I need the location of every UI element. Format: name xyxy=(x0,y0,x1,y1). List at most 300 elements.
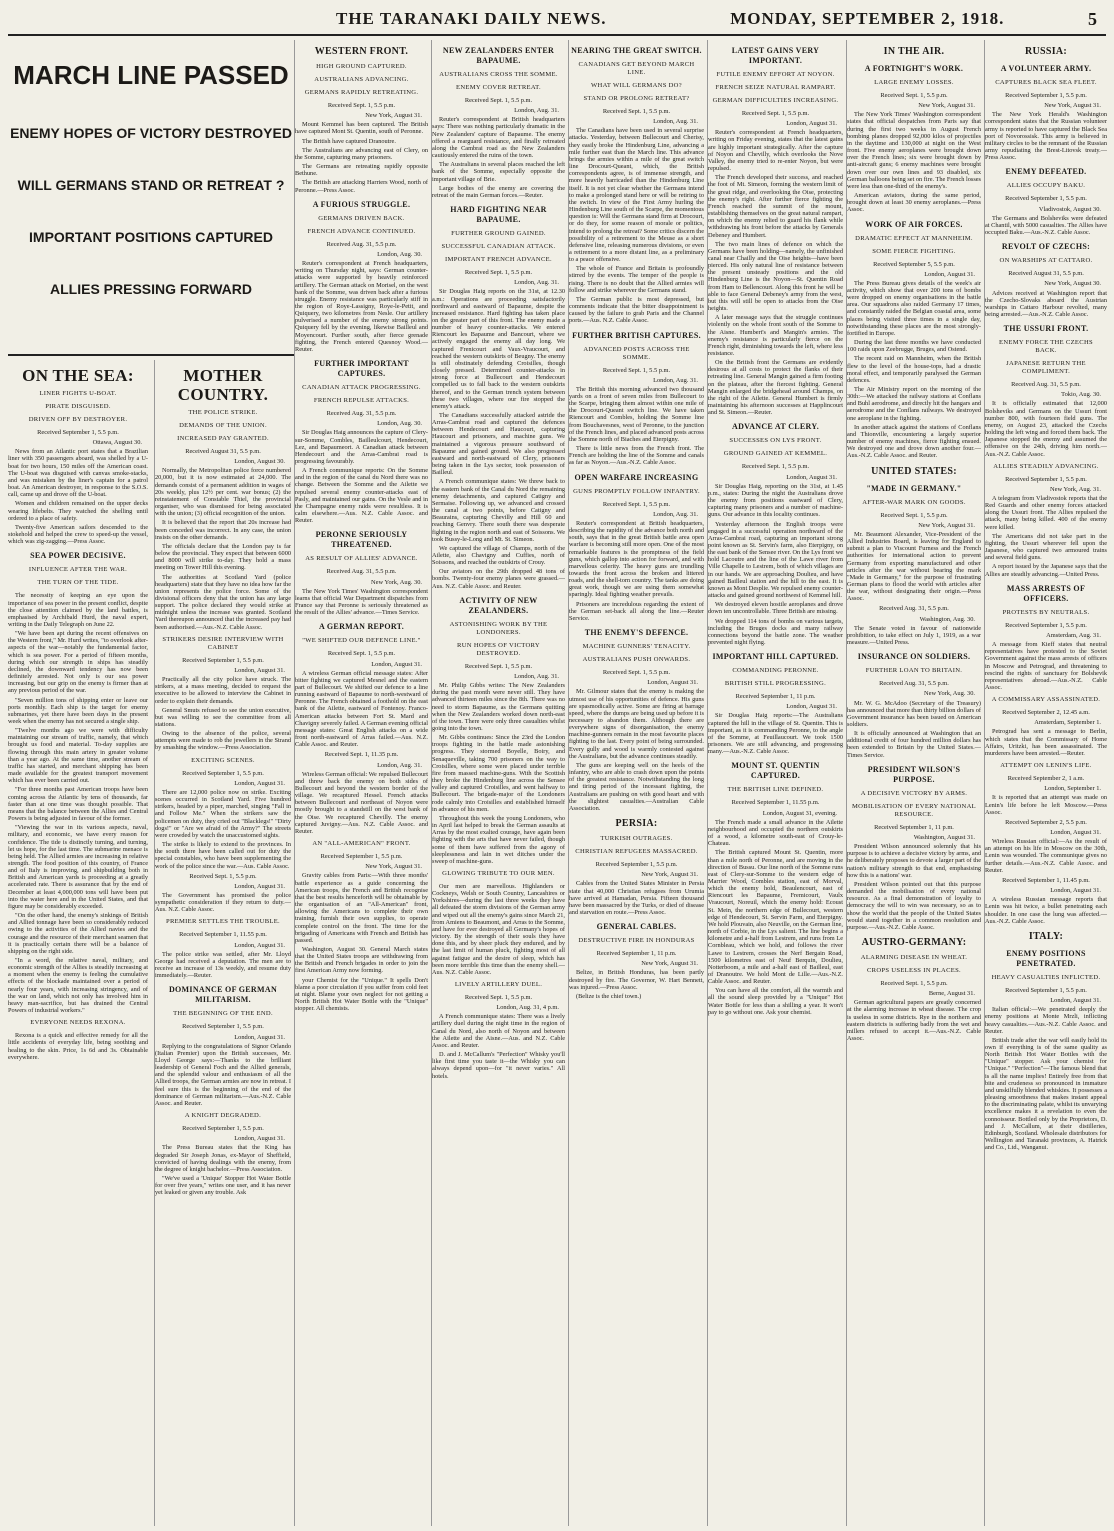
paragraph: Large bodies of the enemy are covering the retreat of the main German forces.—Reuter. xyxy=(432,184,565,199)
subheading: HIGH GROUND CAPTURED. xyxy=(316,63,407,70)
received-line: Received Sept. 1, 5.5 p.m. xyxy=(880,979,948,987)
paragraph: "On the other hand, the enemy's sinkings of British and Allied tonnage have been so considerably reduced owing to the activities of the Allied navies and the courage and the resource of their merchant seamen that it is practically certain there will be a balance of shipping on the right side. xyxy=(8,912,148,955)
article-heading: A FURIOUS STRUGGLE. xyxy=(312,199,411,209)
article-heading: SEA POWER DECISIVE. xyxy=(30,551,126,561)
paragraph: Our men are marvellous. Highlanders or Cockneys, Welsh or South Country, Lancashires or Yorkshires—during the last three weeks they have all defeated the storm divisions of the German army and wiped out all the enemy's gains since March 21, from Amiens to Beaumont, and Arras to the Somme, and have for ever destroyed all Germany's hopes of victory. By the strength of their souls they have done this, and by sheer pluck they endured, and by the last limit of human pluck, fighting most of all against fatigue and the desire of sleep, which has been more terrible this time than the enemy shell.—Aus. N.Z. Cable Assoc. xyxy=(432,882,565,976)
paragraph: News from an Atlantic port states that a Brazilian liner with 350 passengers aboard, was shelled by a U-boat for two hours, 150 miles off the American coast. The U-boat was disguised with canvas smoke-stacks, and was mistaken by the liner's captain for a patrol boat. An American destroyer, in response to the S.O.S. call, came up and drove off the U-boat. xyxy=(8,448,148,499)
subheading: INCREASED PAY GRANTED. xyxy=(177,435,269,442)
received-line: Received Sept. 1, 5.5 p.m. xyxy=(464,994,533,1001)
article-heading: ENEMY POSITIONS PENETRATED. xyxy=(1006,948,1086,968)
subheading: AUSTRALIANS ADVANCING. xyxy=(314,76,409,83)
dateline-place: New York, August 31. xyxy=(365,863,422,871)
section-heading: ITALY: xyxy=(1028,930,1064,942)
received-line: Received September 1, 5.5 p.m. xyxy=(1005,475,1087,483)
subheading: GROUND GAINED AT KEMMEL. xyxy=(723,450,828,458)
dateline-place: New York, August 31. xyxy=(918,521,975,529)
paragraph: It is believed that the report that 20s increase had been conceded was incorrect. In any case, the union insists on the other demands. xyxy=(155,519,291,541)
article-heading: ENEMY DEFEATED. xyxy=(1005,167,1087,177)
paragraph: The Government has promised the police sympathetic consideration if they return to duty.—Aus. N.Z. Cable Assoc. xyxy=(155,891,291,914)
article-heading: ACTIVITY OF NEW ZEALANDERS. xyxy=(459,595,538,615)
paragraph: In another attack against the stations of Conflans and Thionville, encountering a largely superior number of enemy machines, fierce fighting ensued. We destroyed one and drove down another four.—Aus.-N.Z. Cable Assoc. and Reuter. xyxy=(847,423,981,460)
paragraph: The recent raid on Mannheim, when the British flew to the level of the house-tops, had a drastic moral effect, and temporarily paralysed the German defences. xyxy=(847,355,981,384)
article-heading: A FORTNIGHT'S WORK. xyxy=(864,64,964,73)
received-line: Received September 2, 1 a.m. xyxy=(1007,775,1085,783)
received-line: Received Sept. 1, 11.35 p.m. xyxy=(324,751,399,759)
subheading: PIRATE DISGUISED. xyxy=(45,403,111,410)
paragraph: The necessity of keeping an eye upon the importance of sea power in the present conflict, despite the close attention claimed by the land battles, is emphasised by Archibald Hurd, the naval expert, writing in the Daily Telegraph on June 22. xyxy=(8,592,148,628)
dateline-place: London, Aug. 31. xyxy=(377,761,422,769)
received-line: Received Aug. 31, 5.5 p.m. xyxy=(326,568,397,576)
paragraph: Mr. Gibbs continues: Since the 23rd the London troops fighting in the battle made astonishing progress. They stormed Boyelle, Boiry, and Senaqueville, taking 700 prisoners on the way to Croisilles, where some were placed under terrible fire from massed machine-guns. With the Scottish they broke the Hindenburg line across the Sensee valley and captured Croisilles, and went halfway to Bullecourt. The brigade-major of the Londoners rode calmly into Croisilles and established himself in advance of his men. xyxy=(432,734,565,813)
dateline-place: London, August 31. xyxy=(234,779,285,787)
dateline-place: London, Aug. 30. xyxy=(377,420,422,428)
subheading: GERMANS DRIVEN BACK. xyxy=(318,214,405,222)
paragraph: The Press Bureau states that the King has degraded Sir Joseph Jonas, ex-Mayor of Sheffield, convicted of having dealings with the enemy, from the degree of knight bachelor.—Press Association. xyxy=(155,1144,291,1173)
section-heading: IN THE AIR. xyxy=(883,46,945,57)
subheading: ASTONISHING WORK BY THE LONDONERS. xyxy=(449,620,548,636)
received-line: Received September 1, 5.5 p.m. xyxy=(595,861,678,869)
column-1 xyxy=(8,360,148,1526)
paragraph: Women and children remained on the upper decks wearing lifebelts. They watched the shelling until ordered to a place of safety. xyxy=(8,500,148,522)
received-line: Received Sept. 1, 5.5 p.m. xyxy=(327,650,396,658)
article-heading: PRESIDENT WILSON'S PURPOSE. xyxy=(867,764,961,784)
received-line: Received September 1, 5.5 p.m. xyxy=(182,1125,264,1133)
subheading: STRIKERS DESIRE INTERVIEW WITH CABINET xyxy=(162,635,284,651)
subheading: AS RESULT OF ALLIES' ADVANCE. xyxy=(305,555,418,563)
subheading: FURTHER GROUND GAINED. xyxy=(451,230,546,238)
paragraph: Wireless Russian official:—As the result of an attempt on his life in Moscow on the 30th, Lenin was wounded. The communique gives no further details.—Aus.-N.Z. Cable Assoc. and Reuter. xyxy=(985,838,1107,874)
paragraph: The Air Ministry report on the morning of the 30th:—We attacked the railway stations at Conflans and Buhl aerodrome, and directly hit the hangars and aerodrome and the Conflans railways. We destroyed one aeroplane in the fighting. xyxy=(847,386,981,422)
subheading: A KNIGHT DEGRADED. xyxy=(184,1112,262,1120)
dateline-place: London, September 1. xyxy=(1044,785,1101,793)
received-line: Received September 1, 5.5 p.m. xyxy=(320,853,403,861)
section-heading: AUSTRO-GERMANY: xyxy=(861,936,967,948)
subheading: DRAMATIC EFFECT AT MANNHEIM. xyxy=(855,234,973,242)
subheading: JAPANESE RETURN THE COMPLIMENT. xyxy=(1006,360,1086,376)
paragraph: "Twelve months ago we were with difficulty maintaining our stream of traffic, namely, that which brought us food and material. To-day supplies are flowing through this main artery in greater volume than a year ago. At the same time, another stream of traffic has started, and merchant shipping has been made available for the greatest transport movement which has ever been carried out. xyxy=(8,727,148,785)
article-heading: OPEN WARFARE INCREASING xyxy=(574,472,699,482)
subheading: GUNS PROMPTLY FOLLOW INFANTRY. xyxy=(573,487,700,495)
paragraph: Reuter's correspondent at French headquarters, writing on Thursday night, says: German counter-attacks were supported by heavily reinforced artillery. The German attack on Morisel, on the west bank of the Somme, was driven back after a furious struggle. Enemy resistance was particularly stiff in the region of Roye-Lassigny, Roye-le-Petit, and Quiquery, two kilometres from Nesle. Our artillery pulverised a number of the enemy strong points. Quiquery fell by the evening, likewise Bailleul and Moyencourt. Further south, after fierce grenade fighting, the French entered Quesnoy Wood.—Reuter. xyxy=(295,260,428,353)
paragraph: Reuter's correspondent at British headquarters, describing the rapidity of the advance both north and south, says that in the great British battle area open warfare is becoming still more open. One of the most remarkable features is the promptness of the field guns, which gallop into action for forward, and with marvellous celerity. The heavy guns are trundling towards the front across the broken and littered roads, and the shell-torn country. The tanks are doing great work, though we are using them somewhat sparingly. Ideal fighting weather prevails. xyxy=(569,519,704,599)
article-heading: THE USSURI FRONT. xyxy=(1003,324,1089,334)
received-line: Received Sept. 1, 5.5 p.m. xyxy=(880,511,948,519)
paragraph: Sir Douglas Haig reports:—The Australians captured the hill in the village of St. Quentin. This is important, as it is commanding Peronne, to the angle of the Somme, at Feuillaucourt. We took 1500 prisoners. We are still advancing, and progressing many.—Aus.-N.Z. Cable Assoc. xyxy=(708,712,843,756)
dateline-place: New York, Aug. 30. xyxy=(924,690,975,698)
dateline-place: New York, August 31. xyxy=(641,960,698,968)
received-line: Received August 31, 5.5 p.m. xyxy=(1008,270,1084,278)
paragraph: It is officially announced at Washington that an additional credit of four hundred million dollars has been extended to Britain by the United States.—Times Service. xyxy=(847,730,981,759)
paragraph: A French communique reports: On the Somme and in the region of the canal du Nord there was no change. Between the Somme and the Ailette we repulsed several enemy counter-attacks east of Pasly, and maintained our gains. On the Vesle and in the Champagne enemy raids were resultless. It is calm elsewhere.—Aus. N.Z. Cable Assoc. and Reuter. xyxy=(295,467,428,525)
paragraph: A wireless Russian message reports that Lenin was hit twice, a bullet penetrating each shoulder. In one case the lung was affected.—Aus.-N.Z. Cable Assoc. xyxy=(985,896,1107,925)
dateline-place: London, August 31. xyxy=(1050,887,1101,895)
subheading: FUTILE ENEMY EFFORT AT NOYON. xyxy=(716,71,835,78)
article-heading: IMPORTANT HILL CAPTURED. xyxy=(712,652,839,662)
subheading: AFTER-WAR MARK ON GOODS. xyxy=(862,498,966,506)
subheading: ALARMING DISEASE IN WHEAT. xyxy=(860,953,968,961)
dateline-place: New York, August 31. xyxy=(365,112,422,120)
dateline-place: Ottawa, August 30. xyxy=(92,439,142,447)
received-line: Received September 2, 12.45 a.m. xyxy=(1002,709,1090,717)
dateline-place: London, Aug. 31. xyxy=(514,279,559,287)
article-heading: A VOLUNTEER ARMY. xyxy=(1000,64,1092,73)
paragraph: Washington, August 30. General March states that the United States troops are withdrawing from the British and French brigades in order to join the first American Army now forming. xyxy=(295,945,428,975)
paragraph: On the British front the Germans are evidently desirous at all costs to protect the flanks of their retreating line. General Mangin gained a firm footing on the plateau, after the fiercest fighting. General Mangin enlarged the bridgehead around Champs, on the right of the Ailette. General Humbert is firmly maintaining his afternoon successes at Happlincourt and St. Simeon.—Reuter. xyxy=(708,359,843,417)
received-line: Received August 31, 5.5 p.m. xyxy=(185,448,261,455)
dateline-place: Washington, Aug. 30. xyxy=(919,615,975,623)
subheading: PROTESTS BY NEUTRALS. xyxy=(1002,608,1090,616)
received-line: Received Aug. 31, 5.5 p.m. xyxy=(1011,381,1081,389)
subheading: THE TURN OF THE TIDE. xyxy=(37,579,119,587)
dateline-place: London, Aug. 31. xyxy=(514,107,559,115)
subheading: THE BRITISH LINE DEFINED. xyxy=(727,786,824,794)
paragraph: Sir Douglas Haig announces the capture of Clery-sur-Somme, Combles, Bailleulcourt, Hendecourt, Lez, and Bapaumeort. A Canadian attack between Hendecourt and the Arras-Cambrai road is progressing favourably. xyxy=(295,429,428,465)
paragraph: The New York Herald's Washington correspondent states that the Russian volunteer army is reported to have captured the Black Sea port of Novorossisk. This army is believed in military circles to be the remnant of the Russian army repudiating the Brest-Litovsk treaty.—Press Assoc. xyxy=(985,111,1107,162)
subheading: IMPORTANT FRENCH ADVANCE. xyxy=(445,256,552,264)
paragraph: A message from Kieff states that neutral representatives have protested to the Soviet Government against the mass arrests of officers in Moscow and Petrograd, and threatening to rescind the rights of sanctuary for Bolshevik representatives abroad.—Aus.-N.Z. Cable Assoc. xyxy=(985,641,1107,691)
received-line: Received September 1, 5.5 p.m. xyxy=(182,769,264,777)
subheading: AUSTRALIANS CROSS THE SOMME. xyxy=(439,71,558,78)
received-line: Received Aug. 31, 5.5 p.m. xyxy=(879,605,949,613)
received-line: Received Sept. 1, 5.5 p.m. xyxy=(602,669,671,677)
subheading: EXCITING SCENES. xyxy=(191,756,255,764)
dateline-place: London, Aug. 30. xyxy=(377,250,422,258)
subheading: GERMANS RAPIDLY RETREATING. xyxy=(304,89,419,96)
paragraph: Prisoners are incredulous regarding the extent of the German set-back all along the line.—Reuter Service. xyxy=(569,600,704,622)
subheading: CHRISTIAN REFUGEES MASSACRED. xyxy=(575,848,698,856)
received-line: Received September 1, 5.5 p.m. xyxy=(1005,986,1087,994)
paragraph: We destroyed eleven hostile aeroplanes and drove down ten uncontrollable. Three British are missing. xyxy=(708,601,843,616)
received-line: Received September 5, 5.5 p.m. xyxy=(873,260,955,268)
paragraph: German agricultural papers are greatly concerned at the alarming increase in wheat disease. The crop is useless in some districts. Rye in the northern and eastern districts is suffering badly from the wet and millers refused to accept it.—Aus.-N.Z. Cable Assoc. xyxy=(847,999,981,1043)
paragraph: The Americans did not take part in the fighting, the Ussuri wherever fell upon the Japanese, who captured two armoured trains and several field guns. xyxy=(985,532,1107,562)
paragraph: Sir Douglas Haig reports on the 31st, at 12.30 a.m.: Operations are proceeding satisfactorily northward and eastward of Bapaume, despite the increased resistance. Hard fighting has taken place on the greater part of this front. The enemy made a number of heavy counter-attacks. We entered Riencourt les Bapaume and Bancourt, where we actively engaged the enemy all day long. We captured Frenicourt and Vaux-Vraucourt, and reached the western outskirts of Beugny. The enemy is still obstinately defending Croisilles, though closely pressed. Determined counter-attacks in strong force at Bullecourt and Hendecourt compelled us to fall back to the western outskirts thereof, and to the German trench system between these two villages, where our fire stopped the enemy's attack. xyxy=(432,288,565,410)
ad-text: Rexona is a quick and effective remedy for all the little accidents of everyday life, being soothing and healing to the skin. Price, 1s 6d and 3s. Obtainable everywhere. xyxy=(8,1032,148,1061)
ad-text: British trade after the war will easily hold its own if everything is of the same quality as North British Hot Water Bottles with the "Unique" stopper. Ask your chemist for "Unique." "Perfection"—The famous blend that is all the name implies! Entirely free from that bite and crudeness so pronounced in immature and unskilfully blended whiskies. It possesses a pleasing smoothness that makes instant appeal to the discriminating palate, whilst its unvarying excellence makes it a revelation to even the connoisseur. Bottled only by the Proprietors, D. and J. McCallum, at their distilleries, Edinburgh, Scotland. Wholesale distributors for Wellington and Taranaki provinces, A. Hatrick and Co., Ltd., Wanganui. xyxy=(985,1036,1107,1152)
subheading: SOME FIERCE FIGHTING. xyxy=(872,247,956,255)
paragraph: The strike is likely to extend to the provinces. In the south there have been called out for duty the special constables, who have been supplementing the work of the police since the war.—Aus. Cable Assoc. xyxy=(155,841,291,870)
dateline-place: London, August 31. xyxy=(786,120,837,128)
masthead-title: THE TARANAKI DAILY NEWS. xyxy=(336,9,607,28)
dateline-place: New York, August 31. xyxy=(1044,102,1101,110)
paragraph: Mr. Gilmour states that the enemy is making the utmost use of his opportunities of defence. His guns are spasmodically active. Some are firing at barrage speed, where the dumps are being used up before it is necessary to abandon them. Although there are everywhere signs of disorganisation, the enemy machine-gunners remain in the most favourite places fighting to the last. Every point of being surrounded. Every gully and wood is warmly contested against the Australians, but the advance continues steadily. xyxy=(569,688,704,760)
paragraph: It is reported that an attempt was made on Lenin's life before he left Moscow.—Press Assoc. xyxy=(985,794,1107,816)
paragraph: The Canadians have been used in several surprise attacks. Yesterday, between Bullecourt and Cherisy, they easily broke the Hindenburg Line, advancing a mile further east than the March line. This advance brings the armies within a mile of the great switch line Drocourt-Queant, which, the British correspondents agree, is of immense strength, and more heavily barricaded than the Hindenburg Line itself. It is not yet clear whether the Germans intend to make a prolonged stand here or will be retiring to the switch. In view of the First Army hurling the Hindenburg Line south of the Scarpe, the momentous question is: Will the Germans stand firm at Drocourt, or do they, for some reason of morale or politics, intend to prolong the retreat? Some critics discern the possibility of a retirement to the Meuse as a short defensive line, releasing numerous divisions, or even a retirement to a more distant line, as a preliminary to a peace offensive. xyxy=(569,127,704,264)
subheading: LIVELY ARTILLERY DUEL. xyxy=(454,981,543,988)
paragraph: Practically all the city police have struck. The strikers, at a mass meeting, decided to request the executive to be allowed to interview the Cabinet in order to explain their demands. xyxy=(155,676,291,705)
subheading: FRENCH ADVANCE CONTINUED. xyxy=(307,227,416,235)
column-3 xyxy=(294,40,428,1526)
ad-text: (Belize is the chief town.) xyxy=(576,992,642,1000)
dateline-place: London, August 31, evening. xyxy=(762,809,837,817)
dateline-place: London, August 31. xyxy=(647,679,698,687)
paragraph: Italian official:—We penetrated deeply the enemy positions at Monte Mrzli, inflicting heavy casualties.—Aus.-N.Z. Cable Assoc. and Reuter. xyxy=(985,1006,1107,1035)
subheading: INFLUENCE AFTER THE WAR. xyxy=(28,566,128,574)
paragraph: The officials declare that the London pay is far below the provincial. They expect that between 6000 and 8000 will strike to-day. They hold a mass meeting on Tower Hill this evening. xyxy=(155,542,291,572)
subheading: THE BEGINNING OF THE END. xyxy=(173,1010,273,1018)
received-line: Received September 1, 5.5 p.m. xyxy=(182,656,264,664)
dateline-place: London, Aug. 31. xyxy=(653,510,698,518)
article-heading: MOUNT ST. QUENTIN CAPTURED. xyxy=(731,761,820,781)
paragraph: Advices received at Washington report that the Czecho-Slovaks aboard the Austrian warships in Cattaro Harbour revolted, many being arrested.—Aus.-N.Z. Cable Assoc. xyxy=(985,289,1107,318)
paragraph: Mount Kemmel has been captured. The British have captured Mont St. Quentin, south of Peronne. xyxy=(295,121,428,136)
section-heading: LATEST GAINS VERY IMPORTANT. xyxy=(731,46,820,65)
paragraph: There are 12,000 police now on strike. Exciting scenes occurred in Scotland Yard. Five hundred strikers, headed by a piper, marched, singing "Fall in and Follow Me." When the strikers saw the policemen on duty, they cried out "Blacklegs!" "Dirty dogs!" or "Are we afraid of the Army?" The streets were crowded by watch the unaccustomed sights. xyxy=(155,788,291,839)
column-8 xyxy=(984,40,1107,1526)
paragraph: Mr. Beaumont Alexander, Vice-President of the Allied Industries Board, is leaving for England to submit a plan to Viscount Furness and the French authorities for international action to prevent Germany from exporting manufactured and other articles after the war without bearing the mark "Made in Germany," for the purpose of frustrating German plans to flood the world with articles after the war, without designating their origin.—Press Assoc. xyxy=(847,530,981,603)
subheading: LARGE ENEMY LOSSES. xyxy=(874,79,954,86)
subheading: A DECISIVE VICTORY BY ARMS. xyxy=(860,789,968,797)
subheading: MOBILISATION OF EVERY NATIONAL RESOURCE. xyxy=(852,802,976,818)
dateline-place: London, August 31. xyxy=(371,660,422,668)
received-line: Received September 1, 5.5 p.m. xyxy=(182,1023,264,1031)
dateline-place: New York, August 30. xyxy=(1044,280,1101,288)
column-5 xyxy=(568,40,704,1526)
received-line: Received September 1, 11 p.m. xyxy=(596,950,677,958)
paragraph: The Australians are advancing east of Clery, on the Somme, capturing many prisoners. xyxy=(295,146,428,161)
subheading: COMMANDING PERONNE. xyxy=(732,667,819,675)
subheading: CROPS USELESS IN PLACES. xyxy=(866,966,962,974)
subheading: ADVANCED POSTS ACROSS THE SOMME. xyxy=(583,345,690,361)
paragraph: President Wilson announced solemnly that his purpose is to achieve a decisive victory by arms, and he deliberately proposes to devote a larger part of the nation's military strength to that end, emphasising how this is a nations' war. xyxy=(847,843,981,879)
column-2 xyxy=(154,360,291,1526)
banner xyxy=(8,40,294,350)
subheading: ALLIES OCCUPY BAKU. xyxy=(1006,182,1086,190)
dateline-place: New York, August 31. xyxy=(641,871,698,879)
paragraph: Our aviators on the 29th dropped 48 tons of bombs. Twenty-four enemy planes were grassed.—Aus. N.Z. Cable Assoc. and Reuter. xyxy=(432,568,565,590)
article-heading: INSURANCE ON SOLDIERS. xyxy=(857,652,971,662)
dateline-place: London, August 31. xyxy=(234,882,285,890)
received-line: Received Aug. 31, 5.5 p.m. xyxy=(326,240,397,248)
dateline-place: London, Aug. 31. xyxy=(653,376,698,384)
paragraph: Normally, the Metropolitan police force numbered 20,000, but it is now estimated at 24,000. The demands consist of a permanent addition in wages of 20s weekly, plus 12½ per cent. war bonus; (2) the reinstatement of Constable Thiel, the provincial organiser, who was dismissed for being associated with the union; (3) official recognition of the union. xyxy=(155,467,291,518)
article-heading: MASS ARRESTS OF OFFICERS. xyxy=(1006,583,1086,603)
paragraph: There is little news from the French front. The French are holding the line of the Somme and canals as far as Noyon.—Aus.-N.Z. Cable Assoc. xyxy=(569,445,704,467)
subheading: ALLIES STEADILY ADVANCING. xyxy=(993,462,1099,470)
paragraph: Twenty-five American sailors descended to the stokehold and helped the crew to speed-up the vessel, which was zig-zagging.—Press Assoc. xyxy=(8,523,148,546)
article-heading: "MADE IN GERMANY." xyxy=(866,483,962,493)
page-number: 5 xyxy=(1088,8,1098,29)
paragraph: We dropped 114 tons of bombs on various targets, including the Bruges docks and many railway connections beyond the battle zone. The weather prevented night flying. xyxy=(708,617,843,646)
received-line: Received September 1, 11.45 p.m. xyxy=(1002,876,1090,884)
article-heading: GENERAL CABLES. xyxy=(596,922,677,932)
article-heading: PERSIA: xyxy=(615,818,658,830)
ad-text: You can have all the comfort, all the warmth and all the sound sleep provided by a "Unique" Hot Water Bottle for less than a shilling a year. It won't pay to go without one. Ask your chemist. xyxy=(708,987,843,1016)
banner-deck-1: ENEMY HOPES OF VICTORY DESTROYED xyxy=(10,125,292,141)
paragraph: It is officially estimated that 12,000 Bolsheviks and Germans on the Ussuri front number 800, with fourteen field guns. The enemy, on August 23, attacked the Czechs holding the left wing and forced them back. The Japanese stopped the enemy and assumed the offensive on the 24th, driving him north.—Aus.-N.Z. Cable Assoc. xyxy=(985,400,1107,458)
received-line: Received September 1, 11 p.m. xyxy=(874,823,954,831)
column-7 xyxy=(846,40,981,1526)
subheading: AUSTRALIANS PUSH ONWARDS. xyxy=(582,656,691,664)
subheading: LINER FIGHTS U-BOAT. xyxy=(39,390,117,397)
paragraph: A wireless German official message states: After bitter fighting we captured Mesnel and the eastern part of Bullecourt. We shifted our defence to a line running eastward of Bapaume to north-westward of Peronne. The French obtained a foothold on the east bank of the Ailette, eastward of Fontenoy. Franco-American attacks between Fort St. Mard and Chavigny severely failed. A German evening official message states: Great English attacks on a wide front north-eastward of Arras failed.—Aus. N.Z. Cable Assoc. and Reuter. xyxy=(295,669,428,749)
subheading: RUN HOPES OF VICTORY DESTROYED. xyxy=(457,641,540,657)
paragraph: A telegram from Vladivostok reports that the Red Guards and other enemy forces attacked along the Ussuri front. The Allies repulsed the attack, many being killed. 400 of the enemy were killed. xyxy=(985,495,1107,531)
received-line: Received Sept. 1, 5.5 p.m. xyxy=(741,110,810,117)
subheading: MACHINE GUNNERS' TENACITY. xyxy=(582,643,691,651)
paragraph: Yesterday afternoon the English troops were engaged in a successful operation northward of the Arras-Cambrai road, capturing an important strong point known as St. Servin's farm, also Eterpigny, on the east bank of the Sensee river. On the Lys front we hold Lacoutre and the line of the Lawe river from Ville Chapelle to Lestrem, both of which villages are in our hands. We are approaching Doulieu, and have gained Bailleul station and the hill to the east. It is known as Mont Desplie. We repulsed enemy counter-attacks and gained ground northwest of Kemmel hill. xyxy=(708,520,843,600)
columns-grid xyxy=(8,36,1106,1526)
paragraph: Reuter's correspondent at French headquarters, writing on Friday evening, states that the latest gains are highly important strategically. After the capture of Noyon and Chevilly, which overlooks the Nove Valley, the enemy tried to re-enter Noyon, but were repulsed. xyxy=(708,129,843,173)
received-line: Received September 1, 11.55 p.m. xyxy=(731,799,820,807)
received-line: Received Sept. 1, 5.5 p.m. xyxy=(327,102,396,109)
banner-headline: MARCH LINE PASSED xyxy=(13,60,289,90)
received-line: Received Sept. 1, 5.5 p.m. xyxy=(602,108,671,115)
banner-rule xyxy=(8,354,294,356)
banner-deck-3: IMPORTANT POSITIONS CAPTURED xyxy=(29,229,273,245)
subheading: WHAT WILL GERMANS DO? xyxy=(591,82,682,89)
paragraph: A later message says that the struggle continues violently on the whole front south of the Somme to the Aisne. Humbert's and Mangin's armies. The enemy's resistance is particularly fierce on the French right, diminishing towards the left, where less resistance. xyxy=(708,314,843,357)
subheading: GLOWING TRIBUTE TO OUR MEN. xyxy=(442,869,555,877)
section-heading: WESTERN FRONT. xyxy=(314,46,409,57)
ad-text: "We've used a 'Unique' Stopper Hot Water Bottle for over five years," writes one user, and it has never yet leaked or given any trouble. Ask xyxy=(155,1175,291,1197)
paragraph: The police strike was settled, after Mr. Lloyd George had received a deputation. The men are to receive an increase of 13s weekly, and resume duty immediately.—Reuter. xyxy=(155,950,291,980)
column-4 xyxy=(431,40,565,1526)
subheading: GERMAN DIFFICULTIES INCREASING. xyxy=(712,97,839,104)
paragraph: A report issued by the Japanese says that the Allies are steadily advancing.—United Press. xyxy=(985,563,1107,578)
subheading: SUCCESSES ON LYS FRONT. xyxy=(729,437,822,445)
paragraph: During the last three months we have conducted 100 raids upon Zeebrugge, Bruges, and Ostend. xyxy=(847,339,981,354)
dateline-place: London, August 31. xyxy=(234,666,285,674)
article-heading: A GERMAN REPORT. xyxy=(318,622,405,632)
dateline-place: Amsterdam, September 1. xyxy=(1034,719,1101,727)
column-6 xyxy=(707,40,843,1526)
section-heading: ON THE SEA: xyxy=(22,366,134,385)
dateline-place: Amsterdam, Aug. 31. xyxy=(1046,631,1101,639)
paragraph: Mr. W. G. McAdoo (Secretary of the Treasury) has announced that more than thirty billion dollars of Government insurance has been issued on American soldiers. xyxy=(847,699,981,728)
paragraph: "We have been apt during the recent offensives on the Western front," Mr. Hurd writes, "to overlook after-aspects of the war—notably the fundamental factor, which is sea power. For a period of fifteen months, during which our strength in ships has steadily declined, the downward tendency has now been definitely arrested. Not only is our sea power increasing, but our grip on the enemy is firmer than at any previous period of the war. xyxy=(8,630,148,695)
dateline-place: London, Aug. 31. xyxy=(514,672,559,680)
dateline-place: London, August 30. xyxy=(234,458,285,466)
paragraph: Petrograd has sent a message to Berlin, which states that the Commissary of Home Affairs, Uritzki, has been assassinated. The murderers have been arrested.—Reuter. xyxy=(985,728,1107,757)
article-heading: WORK OF AIR FORCES. xyxy=(865,219,963,229)
masthead-date: MONDAY, SEPTEMBER 2, 1918. xyxy=(730,9,1005,28)
paragraph: The Press Bureau gives details of the week's air activity, which show that over 200 tons of bombs were dropped on enemy organisations in the battle area. Our squadrons also raided Germany 17 times, and constantly raided the Belgian coastal area, some places being visited three times in a single day, notwithstanding these places are the most strongly-fortified in Europe. xyxy=(847,279,981,337)
paragraph: The British are attacking Harriers Wood, north of Peronne.—Press Assoc. xyxy=(295,179,428,194)
subheading: A COMMISSARY ASSASSINATED. xyxy=(991,696,1101,704)
masthead xyxy=(8,6,1106,36)
paragraph: Mr. Philip Gibbs writes: The New Zealanders during the past month were never still. They have advanced thirteen miles since the 8th. There was no need to storm Bapaume, as the Germans quitting when the New Zealanders worked down north-east of the town. There were only three casualties whilst going into the town. xyxy=(432,682,565,732)
paragraph: Belize, in British Honduras, has been partly destroyed by fire. The Governor, W. Hart Bennett, was injured.—Press Assoc. xyxy=(569,969,704,991)
paragraph: "Seven million tons of shipping enter or leave our ports monthly. Each ship is the target for enemy submarines, yet there have been days in the present week when the enemy has not secured a single ship. xyxy=(8,696,148,725)
section-heading: UNITED STATES: xyxy=(871,465,957,477)
section-heading: MOTHER COUNTRY. xyxy=(177,366,269,404)
article-heading: FURTHER BRITISH CAPTURES. xyxy=(572,330,701,340)
received-line: Received Aug. 31, 5.5 p.m. xyxy=(326,410,397,418)
article-heading: FURTHER IMPORTANT CAPTURES. xyxy=(314,359,409,379)
dateline-place: London, Aug. 31, 4 p.m. xyxy=(496,1004,559,1012)
subheading: ATTEMPT ON LENIN'S LIFE. xyxy=(1000,762,1092,770)
dateline-place: London, August 31. xyxy=(924,270,975,278)
dateline-place: London, August 31. xyxy=(1050,829,1101,836)
subheading: ENEMY COVER RETREAT. xyxy=(456,84,541,91)
received-line: Received September 1, 5.5 p.m. xyxy=(1005,621,1087,629)
subheading: SUCCESSFUL CANADIAN ATTACK. xyxy=(441,243,556,251)
paragraph: "Viewing the war in its various aspects, naval, military, and economic, we have every reason for confidence. The tide is distinctly turning, and turning, let us hope, for the last time. The submarine menace is being held. The Allied armies are increasing in relative strength. The food position of this country, of France and of Italy is improving, and shipbuilding both in British and American yards is proceeding at a greatly accelerated rate. There is assurance that by the end of December at least 4,000,000 tons will have been put into the water here and in the United States, and that figure may be considerably exceeded. xyxy=(8,824,148,910)
paragraph: The whole of France and Britain is profoundly stirred by the events. The temper of the people is rising. There is no doubt that the Allied armies will follow and strike wherever the Germans stand. xyxy=(569,265,704,294)
paragraph: The Canadians successfully attacked astride the Arras-Cambrai road and captured the defences between Hendecourt and Haucourt, capturing Haucourt and prisoners, and machine guns. We maintained a vigorous pressure southward of Bapaume and gained ground. We also progressed eastward and north-eastward of Clery, prisoners being taken in the Lys sector, took possession of Bailleul. xyxy=(432,412,565,477)
subheading: DEMANDS OF THE UNION. xyxy=(179,422,267,429)
subheading: AN "ALL-AMERICAN" FRONT. xyxy=(312,840,411,848)
subheading: CANADIAN ATTACK PROGRESSING. xyxy=(302,384,421,392)
section-heading: NEW ZEALANDERS ENTER BAPAUME. xyxy=(442,46,555,65)
received-line: Received September 1, 5.5 p.m. xyxy=(1005,195,1087,203)
paragraph: The New York Times' Washington correspondent learns that official War Department dispatches from France say that Peronne is seriously threatened as the result of the Allies' advance.—Times Service. xyxy=(295,587,428,617)
dateline-place: London, August 31. xyxy=(786,703,837,711)
ad-text: D. and J. McCallum's "Perfection" Whisky you'll like first time you taste it—the Whisky you can always depend upon—for "it never varies." All hotels. xyxy=(432,1051,565,1080)
dateline-place: London, Aug. 31. xyxy=(653,118,698,126)
ad-text: your Chemist for the "Unique." It spells Don't blame a poor circulation if you suffer from cold feet at night. Blame your own neglect for not getting a North British Hot Water Bottle with the "Unique" stopper. All chemists. xyxy=(295,976,428,1013)
dateline-place: London, August 31. xyxy=(786,473,837,481)
dateline-place: London, August 31. xyxy=(234,1135,285,1143)
paragraph: Throughout this week the young Londoners, who in April last helped to break the German assaults at Arras by the most exalted courage, have again been fighting with the arts that have never failed, though some of them have suffered from the agony of sleeplessness and lain in wet ditches under the sweep of machine-guns. xyxy=(432,814,565,865)
paragraph: A French communique states: We threw back to the eastern bank of the Canal du Nord the remaining enemy detachments, and captured Catigny and Sermaise. Following up, we advanced and crossed the canal at two points, before Catigny and Beaurains, capturing Chevilly and Hill 60 and reaching Genvry. There south there was desperate fighting in the region north and east of Soissons. We took Bussy-le-Long and Mt. St. Simeon. xyxy=(432,478,565,543)
subheading: FRENCH REPULSE ATTACKS. xyxy=(313,397,410,405)
subheading: BRITISH STILL PROGRESSING. xyxy=(724,680,827,688)
ad-heading: EVERYONE NEEDS REXONA. xyxy=(30,1019,126,1027)
dateline-place: London, August 31. xyxy=(234,1033,285,1041)
paragraph: The British this morning advanced two thousand yards on a front of seven miles from Bullecourt to the Scarpe, bringing them almost within one mile of the Drocourt-Queant switch line. We have taken Riencourt and Combles, holding the Somme line from Bouchavesnes, west of Peronne, to the junction of the French lines, and placed advanced posts across the Somme north of Biaches and Eterpigny. xyxy=(569,385,704,443)
paragraph: Owing to the absence of the police, several attempts were made to rob the jewellers in the Strand by smashing the window.—Press Association. xyxy=(155,730,291,752)
dateline-place: London, August 31. xyxy=(1050,997,1101,1005)
received-line: Received Sept. 1, 5.5 p.m. xyxy=(189,872,257,880)
received-line: Received September 2, 5.5 p.m. xyxy=(1005,818,1087,826)
paragraph: The Germans are retreating rapidly opposite Bethune. xyxy=(295,163,428,178)
article-heading: THE ENEMY'S DEFENCE. xyxy=(584,628,689,638)
subheading: HEAVY CASUALTIES INFLICTED. xyxy=(991,973,1101,981)
subheading: DRIVEN OFF BY DESTROYER. xyxy=(28,416,128,423)
dateline-place: Washington, August 31. xyxy=(913,833,975,841)
paragraph: The British captured Mount St. Quentin, more than a mile north of Peronne, and are moving in the direction of Bussu. Our line north of the Somme runs east of Clery-sur-Somme to the western edge of Marrier Wood, Combles station, east of Morval, which the enemy hold, Beaulencourt, east of Riencourt les Bapaume, Fremicourt, Vaulx Vraucourt, Noreuil, which the enemy hold: Ecoust St. Mein, the northern edge of Bullecourt, western edge of Hendecourt, St. Servin Farm, and Eterpigny. We hold Plouvain, also Neuville, on the German line, north of Corbie, in the Lys salient. The line begins a kilometre and a-half from Lestrem, and runs from Le Cornbleau, which we hold, and follows the river Lawe to Lestrem, crosses the Nerf Bergain Road, 1500 kilometres east of Neuf Berquin, Doulieu, Notterboom, a mile and a-half east of Bailleul, east of Dranoutre. We hold Mont de Lille.—Aus.-N.Z. Cable Assoc. and Reuter. xyxy=(708,849,843,986)
received-line: Received Sept. 1, 5.5 p.m. xyxy=(464,269,533,277)
paragraph: We captured the village of Champs, north of the Ailette, also Chavigny and Cuffies, north of Soissons, and reached the outskirts of Crouy. xyxy=(432,544,565,567)
subheading: ON WARSHIPS AT CATTARO. xyxy=(999,257,1093,265)
subheading: STAND OR PROLONG RETREAT? xyxy=(583,95,690,102)
dateline-place: Vladivostok, August 30. xyxy=(1038,205,1101,213)
subheading: CAPTURES BLACK SEA FLEET. xyxy=(995,79,1097,86)
subheading: PREMIER SETTLES THE TROUBLE. xyxy=(165,918,281,926)
dateline-place: New York, Aug. 31. xyxy=(1050,485,1101,493)
dateline-place: London, August 31. xyxy=(234,941,285,949)
received-line: Received September 1, 5.5 p.m. xyxy=(37,429,119,436)
article-heading: HARD FIGHTING NEAR BAPAUME. xyxy=(450,205,547,225)
paragraph: Wireless German official: We repulsed Bullecourt and threw back the enemy on both sides of Bullecourt and beyond the western border of the village. We recaptured Hessel. French attacks between Bullecourt and northeast of Noyon were mostly brought to a standstill on the west bank of the Oise. We recaptured Chevilly. The enemy captured Juvigny.—Aus. N.Z. Cable Assoc. and Reuter. xyxy=(295,770,428,835)
paragraph: The British have captured Dranoutre. xyxy=(302,137,396,145)
subheading: FURTHER LOAN TO BRITAIN. xyxy=(865,667,963,675)
paragraph: Replying to the congratulations of Signor Orlando (Italian Premier) upon the British successes, Mr. Lloyd George says:—Thanks to the brilliant leadership of General Foch and the Allied generals, and the splendid valour and enthusiasm of all the Allied troops, the German armies are now in retreat. I feel sure this is the beginning of the end of the dominance of German militarism.—Aus.-N.Z. Cable Assoc. and Reuter. xyxy=(155,1042,291,1107)
subheading: TURKISH OUTRAGES. xyxy=(600,835,673,843)
paragraph: Cables from the United States Minister in Persia state that 40,000 Christian refugees from Urumia have arrived at Hamadan, Persia. Fifteen thousand have been massacred by the Turks, or died of disease and starvation en route.—Press Assoc. xyxy=(569,880,704,916)
paragraph: "In a word, the relative naval, military, and economic strength of the Allies is steadily increasing at a moment when the enemy is feeling the cumulative effects of the blockade maintained over a period of nearly four years, with increasing stringency, and of the war on land, which not only has involved him in heavy man-sacrifice, but has drained the Central Powers of industrial workers." xyxy=(8,957,148,1015)
paragraph: Gravity cables from Paris:—With three months' battle experience as a guide concerning the American troops, the French and British recognise that the best results henceforth will be obtainable by the organisation of an "All-American" front, allowing the Americans to complete their own training, furnish their own supplies, to operate complete control on the front. The time for the brigading of Americans with French and British has passed. xyxy=(295,872,428,944)
dateline-place: New York, Aug. 30. xyxy=(371,578,422,586)
banner-deck-4: ALLIES PRESSING FORWARD xyxy=(50,281,252,297)
subheading: DESTRUCTIVE FIRE IN HONDURAS xyxy=(578,937,695,945)
received-line: Received September 1, 11 p.m. xyxy=(735,693,816,701)
paragraph: Sir Douglas Haig, reporting on the 31st, at 1.45 p.m., states: During the night the Australians drove the enemy from positions eastward of Clery, capturing many prisoners and a number of machine-guns. Our advance in this locality continues. xyxy=(708,482,843,519)
paragraph: The authorities at Scotland Yard (police headquarters) state that they have no idea how far the union represents the police force. Some of the divisional officers deny that the union has any large support. The police declared they would strike at midnight unless the increase was granted. Scotland Yard thereupon announced that the increased pay had been authorised.—Aus.-N.Z. Cable Assoc. xyxy=(155,573,291,631)
paragraph: The French developed their success, and reached the foot of Mt. Simeon, forming the western limit of the great ridge, and overlooking the Oise, protecting the enemy's right. After further fierce fighting the French reached the summit of the mount, establishing themselves on the great natural rampart, on which the enemy relied to guard his flank while withdrawing his front before the attacks by Generals Debeney and Humbert. xyxy=(708,174,843,239)
subheading: FRENCH SEIZE NATURAL RAMPART. xyxy=(715,84,836,91)
subheading: THE POLICE STRIKE. xyxy=(188,409,258,416)
banner-deck-2: WILL GERMANS STAND OR RETREAT ? xyxy=(17,177,285,193)
section-heading: RUSSIA: xyxy=(1024,46,1068,57)
dateline-place: New York, August 31. xyxy=(918,102,975,110)
article-heading: PERONNE SERIOUSLY THREATENED. xyxy=(315,530,408,550)
paragraph: The New York Times' Washington correspondent states that official despatches from Paris say that during the first two weeks in August French bombing planes dropped 92,000 kilos of projectiles in the daytime and 130,000 at night on the West front. Five enemy aeroplanes were brought down over the French lines; six were brought down by anti-aircraft guns; 6 enemy machines were brought down over our own lines and 93 disabled, six German balloons being set on fire. The French losses were less than one-third of the enemy's. xyxy=(847,111,981,190)
paragraph: The Germans and Bolsheviks were defeated at Chantil, with 5000 casualties. The Allies have occupied Baku.—Aus.-N.Z. Cable Assoc. xyxy=(985,214,1107,237)
received-line: Received Sept. 1, 5.5 p.m. xyxy=(880,92,948,99)
